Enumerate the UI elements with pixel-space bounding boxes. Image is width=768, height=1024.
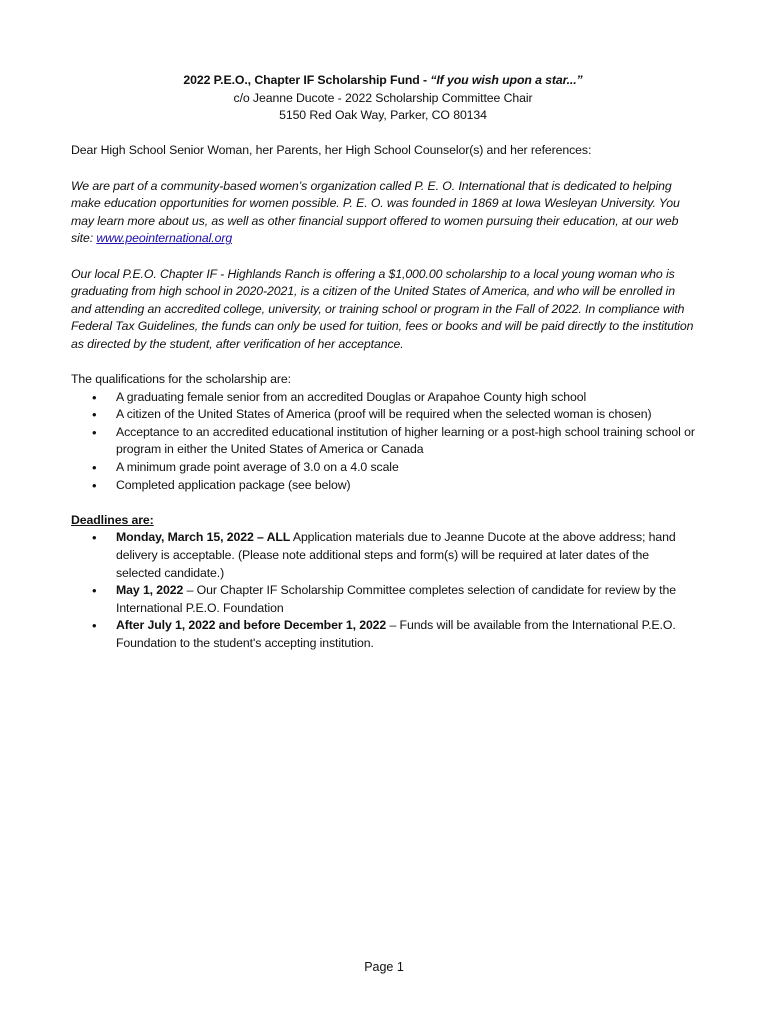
qualifications-heading: The qualifications for the scholarship are:	[71, 372, 291, 387]
header-title	[71, 72, 695, 90]
deadlines-list	[71, 529, 695, 652]
list-item	[71, 617, 695, 652]
deadline-text: – Our Chapter IF Scholarship Committee completes selection of candidate for review by the International P.E.O. Foundation	[116, 583, 676, 615]
header-title-text: 2022 P.E.O., Chapter IF Scholarship Fund -	[183, 73, 431, 87]
letter-header	[71, 72, 695, 125]
list-item: • A citizen of the United States of America (proof will be required when the selected woman is chosen)	[71, 406, 695, 424]
list-item	[71, 582, 695, 617]
list-item: • A graduating female senior from an accredited Douglas or Arapahoe County high school	[71, 389, 695, 407]
page-number: Page 1	[364, 960, 404, 974]
deadline-date: After July 1, 2022 and before December 1, 2022	[116, 618, 387, 633]
list-item: • Acceptance to an accredited educational institution of higher learning or a post-high school training school or program in either the United States of America or Canada	[71, 424, 695, 459]
header-address-line: 5150 Red Oak Way, Parker, CO 80134	[279, 108, 487, 123]
list-item: • A minimum grade point average of 3.0 on a 4.0 scale	[71, 459, 695, 477]
deadline-date: Monday, March 15, 2022 – ALL	[116, 530, 291, 545]
deadline-text: Application materials due to Jeanne Ducote at the above address; hand delivery is acceptable. (Please note additional steps and form(s) will be required at later dates of the selected candidate.)	[116, 530, 676, 580]
salutation: Dear High School Senior Woman, her Parents, her High School Counselor(s) and her references:	[71, 143, 592, 158]
list-item: • Completed application package (see below)	[71, 477, 695, 495]
deadline-text: – Funds will be available from the International P.E.O. Foundation to the student's accepting institution.	[116, 618, 676, 650]
website-link[interactable]: www.peointernational.org	[96, 231, 233, 246]
intro-paragraph	[71, 178, 695, 248]
list-item	[71, 529, 695, 582]
header-contact-line: c/o Jeanne Ducote - 2022 Scholarship Committee Chair	[233, 90, 533, 105]
qualifications-list	[71, 389, 695, 495]
header-title-quote: “If you wish upon a star...”	[430, 73, 583, 87]
intro-text: We are part of a community-based women’s organization called P. E. O. International that is dedicated to helping make education opportunities for women possible. P. E. O. was founded in 1869 at Iowa Wesleyan University. You may learn more about us, as well as other financial support offered to women pursuing their education, at our web site:	[71, 178, 680, 246]
deadlines-heading: Deadlines are:	[71, 512, 154, 527]
deadline-date: May 1, 2022	[116, 583, 184, 598]
offer-paragraph: Our local P.E.O. Chapter IF - Highlands Ranch is offering a $1,000.00 scholarship to a local young woman who is graduating from high school in 2020-2021, is a citizen of the United States of America, and who will be enrolled in and attending an accredited college, university, or training school or program in the Fall of 2022. In compliance with Federal Tax Guidelines, the funds can only be used for tuition, fees or books and will be paid directly to the institution as directed by the student, after verification of her acceptance.	[71, 266, 694, 351]
document-page	[71, 72, 695, 653]
